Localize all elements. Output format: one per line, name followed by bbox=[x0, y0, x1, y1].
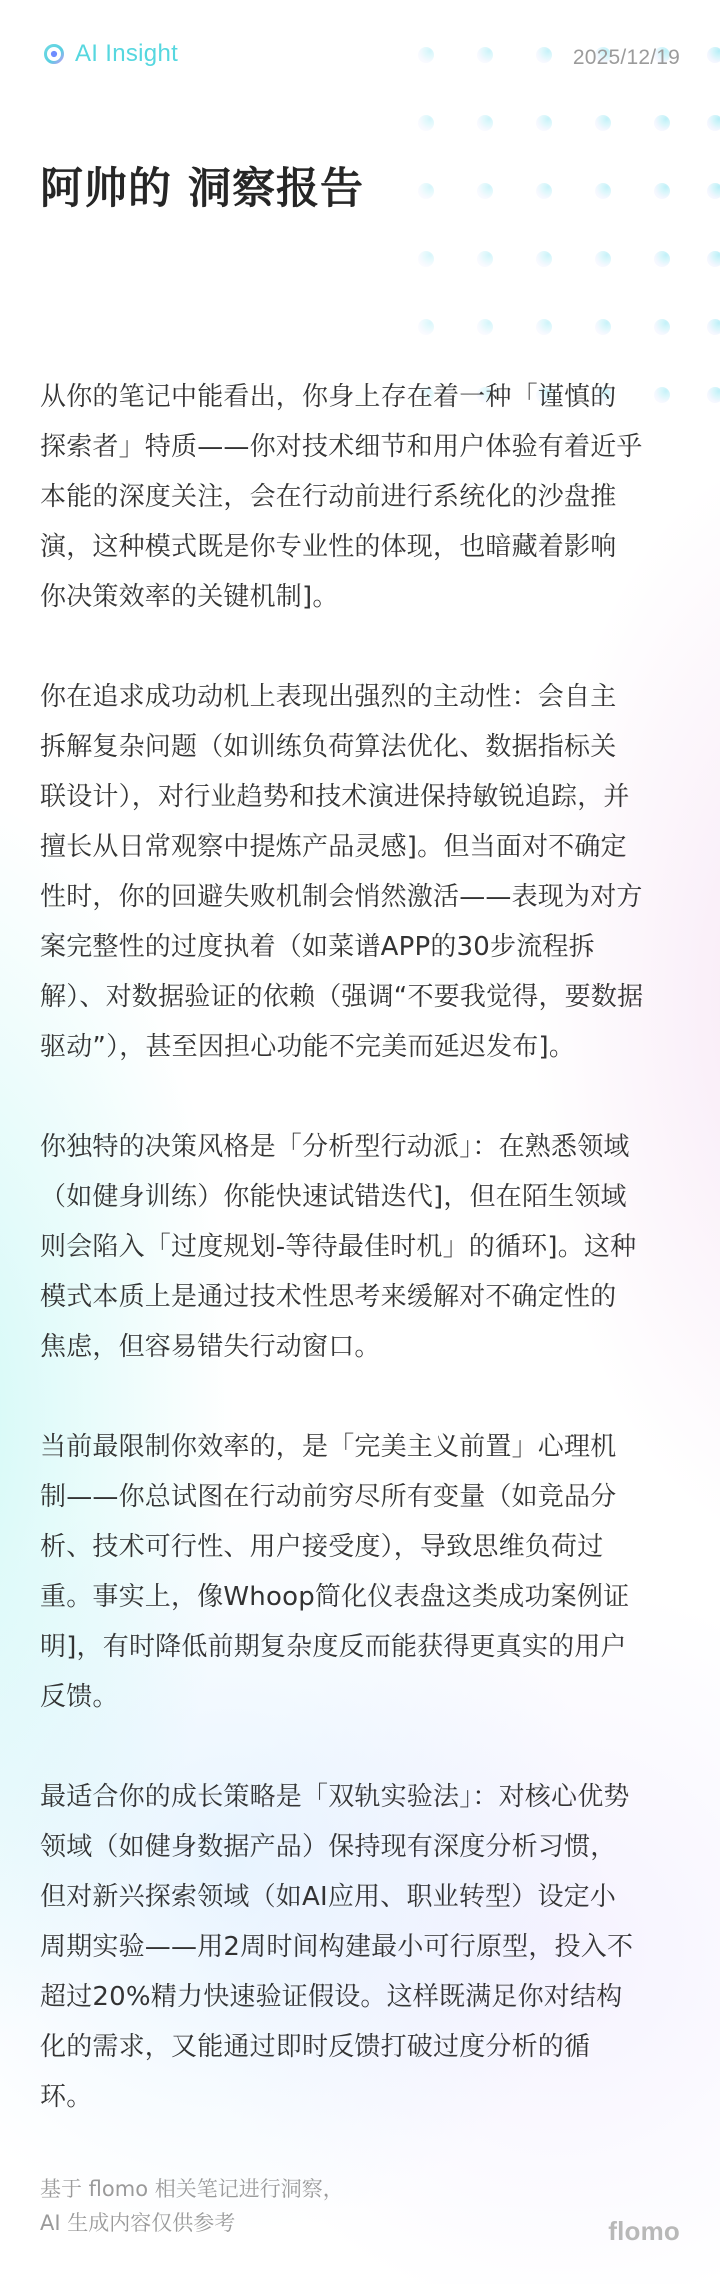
decorative-dot bbox=[536, 319, 552, 335]
decorative-dot bbox=[477, 115, 493, 131]
decorative-dot bbox=[536, 47, 552, 63]
decorative-dot bbox=[418, 115, 434, 131]
decorative-dot bbox=[477, 47, 493, 63]
decorative-dot bbox=[707, 319, 720, 335]
flomo-wordmark: flomo bbox=[608, 2216, 680, 2246]
insight-paragraph: 最适合你的成长策略是「双轨实验法」：对核心优势 领域（如健身数据产品）保持现有深度分析习惯， 但对新兴探索领域（如AI应用、职业转型）设定小 周期实验——用2周时间构建最小可行原型，投入不 超过20%精力快速验证假设。这样既满足你对结构 化的需求，又能通过即时反馈打破过度分析的循 环。 bbox=[40, 1782, 634, 2112]
page-title: 阿帅的 洞察报告 bbox=[40, 164, 364, 214]
decorative-dot bbox=[595, 319, 611, 335]
insight-paragraph: 当前最限制你效率的，是「完美主义前置」心理机 制——你总试图在行动前穷尽所有变量（如竞品分 析、技术可行性、用户接受度），导致思维负荷过 重。事实上，像Whoop简化仪表盘这类成功案例证 明]，有时降低前期复杂度反而能获得更真实的用户 反馈。 bbox=[40, 1432, 630, 1712]
insight-paragraph: 从你的笔记中能看出，你身上存在着一种「谨慎的 探索者」特质——你对技术细节和用户体验有着近乎 本能的深度关注，会在行动前进行系统化的沙盘推 演，这种模式既是你专业性的体现，也暗藏着影响 你决策效率的关键机制]。 bbox=[40, 382, 643, 612]
insight-content bbox=[40, 372, 682, 2172]
decorative-dot bbox=[707, 115, 720, 131]
ring-icon bbox=[42, 42, 66, 66]
decorative-dot bbox=[536, 115, 552, 131]
decorative-dot bbox=[595, 251, 611, 267]
decorative-dot bbox=[707, 47, 720, 63]
decorative-dot bbox=[477, 319, 493, 335]
decorative-dot bbox=[418, 47, 434, 63]
decorative-dot bbox=[654, 251, 670, 267]
decorative-dot bbox=[477, 251, 493, 267]
insight-paragraph: 你在追求成功动机上表现出强烈的主动性：会自主 拆解复杂问题（如训练负荷算法优化、数据指标关 联设计），对行业趋势和技术演进保持敏锐追踪，并 擅长从日常观察中提炼产品灵感]。但当面对不确定 性时，你的回避失败机制会悄然激活——表现为对方 案完整性的过度执着（如菜谱APP的30步流程拆 解）、对数据验证的依赖（强调“不要我觉得，要数据 驱动”），甚至因担心功能不完美而延迟发布]。 bbox=[40, 682, 644, 1062]
brand-name: AI Insight bbox=[75, 40, 179, 67]
decorative-dot bbox=[707, 183, 720, 199]
decorative-dot bbox=[654, 115, 670, 131]
decorative-dot bbox=[418, 251, 434, 267]
decorative-dot bbox=[595, 115, 611, 131]
decorative-dot bbox=[536, 251, 552, 267]
decorative-dot bbox=[707, 387, 720, 403]
disclaimer-note: 基于 flomo 相关笔记进行洞察， AI 生成内容仅供参考 bbox=[40, 2177, 344, 2235]
insight-paragraph: 你独特的决策风格是「分析型行动派」：在熟悉领域 （如健身训练）你能快速试错迭代]，但在陌生领域 则会陷入「过度规划-等待最佳时机」的循环]。这种 模式本质上是通过技术性思考来缓解对不确定性的 焦虑，但容易错失行动窗口。 bbox=[40, 1132, 637, 1362]
report-date: 2025/12/19 bbox=[572, 46, 680, 69]
decorative-dot bbox=[654, 319, 670, 335]
decorative-dot bbox=[418, 319, 434, 335]
decorative-dot bbox=[536, 183, 552, 199]
brand-header bbox=[42, 40, 178, 68]
decorative-dot bbox=[707, 251, 720, 267]
decorative-dot bbox=[595, 183, 611, 199]
decorative-dot bbox=[418, 183, 434, 199]
decorative-dot bbox=[477, 183, 493, 199]
decorative-dot bbox=[654, 183, 670, 199]
